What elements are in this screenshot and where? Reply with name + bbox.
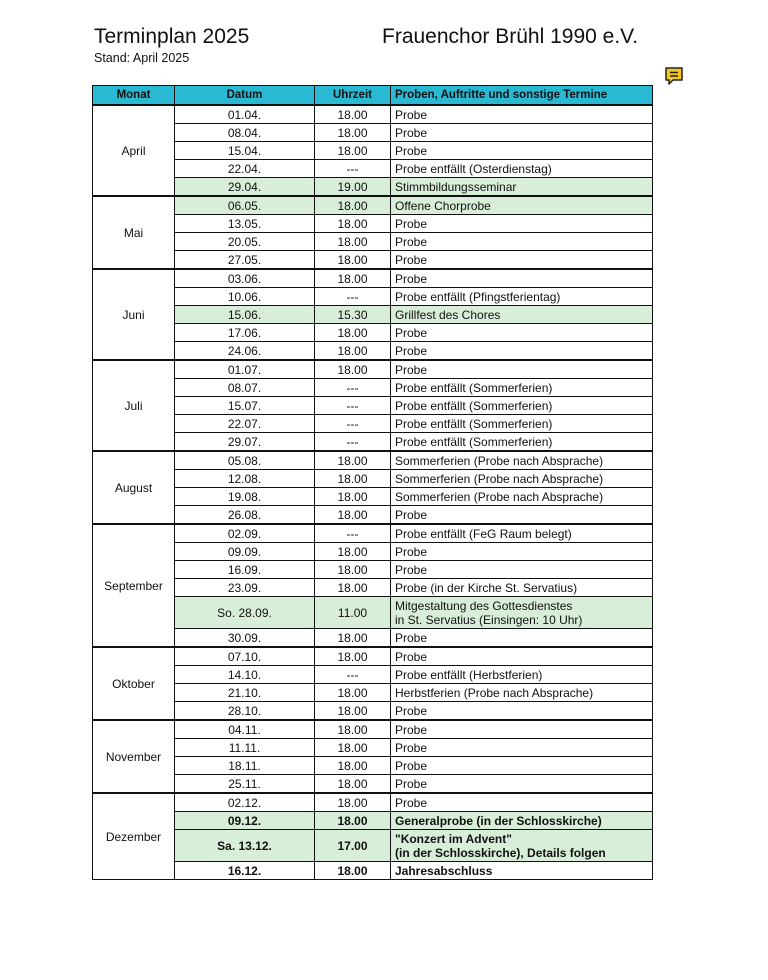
table-row (93, 739, 653, 757)
date-cell: 18.11. (175, 757, 315, 775)
table-row (93, 342, 653, 361)
date-cell: 04.11. (175, 720, 315, 739)
time-cell: --- (315, 666, 391, 684)
event-text: Jahresabschluss (395, 863, 493, 878)
event-cell (391, 178, 653, 197)
month-cell: Dezember (93, 793, 175, 880)
event-cell (391, 524, 653, 543)
stand-date: Stand: April 2025 (94, 51, 190, 65)
time-cell: --- (315, 379, 391, 397)
table-row (93, 215, 653, 233)
table-row (93, 488, 653, 506)
table-row (93, 269, 653, 288)
event-cell (391, 433, 653, 452)
date-cell: 05.08. (175, 451, 315, 470)
table-row (93, 830, 653, 862)
event-cell (391, 251, 653, 270)
event-text: Generalprobe (in der Schlosskirche) (395, 813, 602, 828)
table-row (93, 629, 653, 648)
table-row (93, 579, 653, 597)
event-text: Probe (395, 507, 428, 522)
date-cell: 30.09. (175, 629, 315, 648)
month-cell: April (93, 105, 175, 196)
month-cell: November (93, 720, 175, 793)
event-text: Probe entfällt (Sommerferien) (395, 416, 553, 431)
time-cell: 18.00 (315, 739, 391, 757)
event-text: Probe entfällt (Sommerferien) (395, 434, 553, 449)
date-cell: 20.05. (175, 233, 315, 251)
time-cell: 18.00 (315, 684, 391, 702)
time-cell: 19.00 (315, 178, 391, 197)
date-cell: 15.06. (175, 306, 315, 324)
table-row (93, 470, 653, 488)
date-cell: 22.07. (175, 415, 315, 433)
month-cell: Juni (93, 269, 175, 360)
table-row (93, 775, 653, 794)
table-row (93, 451, 653, 470)
event-cell (391, 757, 653, 775)
date-cell: So. 28.09. (175, 597, 315, 629)
event-cell (391, 342, 653, 361)
event-cell (391, 720, 653, 739)
time-cell: 18.00 (315, 720, 391, 739)
table-row (93, 684, 653, 702)
table-row (93, 251, 653, 270)
event-text: Sommerferien (Probe nach Absprache) (395, 471, 604, 486)
event-text: Probe (395, 271, 428, 286)
event-text: Stimmbildungsseminar (395, 179, 517, 194)
event-text: Probe (395, 758, 428, 773)
event-cell (391, 105, 653, 124)
event-text: Probe entfällt (Sommerferien) (395, 380, 553, 395)
time-cell: 18.00 (315, 775, 391, 794)
event-cell (391, 360, 653, 379)
event-cell (391, 702, 653, 721)
event-cell (391, 629, 653, 648)
organization-name: Frauenchor Brühl 1990 e.V. (382, 25, 639, 48)
event-cell (391, 684, 653, 702)
time-cell: 18.00 (315, 757, 391, 775)
month-cell: September (93, 524, 175, 647)
month-cell: Oktober (93, 647, 175, 720)
event-text: Probe entfällt (Osterdienstag) (395, 161, 552, 176)
event-cell (391, 160, 653, 178)
event-cell (391, 306, 653, 324)
time-cell: 15.30 (315, 306, 391, 324)
time-cell: 18.00 (315, 812, 391, 830)
event-text: Probe (395, 125, 428, 140)
event-text: Probe (395, 630, 428, 645)
table-row (93, 757, 653, 775)
time-cell: 18.00 (315, 793, 391, 812)
event-cell (391, 215, 653, 233)
event-text: Probe (395, 562, 428, 577)
event-text: Probe (395, 740, 428, 755)
time-cell: 17.00 (315, 830, 391, 862)
event-text: Offene Chorprobe (395, 198, 491, 213)
date-cell: 14.10. (175, 666, 315, 684)
date-cell: 11.11. (175, 739, 315, 757)
event-cell (391, 124, 653, 142)
event-text: Probe (395, 143, 428, 158)
time-cell: 18.00 (315, 269, 391, 288)
event-text: Probe (395, 544, 428, 559)
event-text: "Konzert im Advent" (395, 831, 512, 846)
event-cell (391, 543, 653, 561)
date-cell: 19.08. (175, 488, 315, 506)
table-row (93, 306, 653, 324)
event-text: Probe (395, 325, 428, 340)
event-text: Probe (395, 703, 428, 718)
event-text: Probe (in der Kirche St. Servatius) (395, 580, 578, 595)
time-cell: 18.00 (315, 324, 391, 342)
date-cell: 22.04. (175, 160, 315, 178)
time-cell: 11.00 (315, 597, 391, 629)
time-cell: 18.00 (315, 233, 391, 251)
time-cell: 18.00 (315, 702, 391, 721)
table-row (93, 397, 653, 415)
time-cell: 18.00 (315, 251, 391, 270)
date-cell: 16.12. (175, 862, 315, 880)
date-cell: 08.04. (175, 124, 315, 142)
event-cell (391, 597, 653, 629)
date-cell: 29.07. (175, 433, 315, 452)
time-cell: 18.00 (315, 506, 391, 525)
event-text: Probe entfällt (Sommerferien) (395, 398, 553, 413)
date-cell: 27.05. (175, 251, 315, 270)
table-row (93, 324, 653, 342)
time-cell: --- (315, 397, 391, 415)
time-cell: --- (315, 433, 391, 452)
event-text: Probe (395, 776, 428, 791)
date-cell: 07.10. (175, 647, 315, 666)
event-text: Probe entfällt (Pfingstferientag) (395, 289, 561, 304)
date-cell: 26.08. (175, 506, 315, 525)
event-cell (391, 397, 653, 415)
event-text: Probe entfällt (FeG Raum belegt) (395, 526, 572, 541)
table-row (93, 415, 653, 433)
month-cell: Mai (93, 196, 175, 269)
date-cell: 08.07. (175, 379, 315, 397)
header-monat: Monat (93, 86, 175, 106)
event-text: Probe entfällt (Herbstferien) (395, 667, 543, 682)
event-cell (391, 470, 653, 488)
event-cell (391, 739, 653, 757)
time-cell: 18.00 (315, 451, 391, 470)
month-cell: August (93, 451, 175, 524)
date-cell: 15.04. (175, 142, 315, 160)
time-cell: 18.00 (315, 561, 391, 579)
event-cell (391, 269, 653, 288)
table-row (93, 702, 653, 721)
time-cell: 18.00 (315, 342, 391, 361)
time-cell: 18.00 (315, 360, 391, 379)
table-row (93, 862, 653, 880)
header-datum: Datum (175, 86, 315, 106)
event-cell (391, 647, 653, 666)
date-cell: 09.09. (175, 543, 315, 561)
event-cell (391, 506, 653, 525)
event-text: Sommerferien (Probe nach Absprache) (395, 489, 604, 504)
event-text: Probe (395, 107, 428, 122)
time-cell: 18.00 (315, 215, 391, 233)
table-row (93, 524, 653, 543)
event-text: Probe (395, 722, 428, 737)
header-termine: Proben, Auftritte und sonstige Termine (391, 86, 653, 106)
event-cell (391, 775, 653, 794)
table-row (93, 543, 653, 561)
table-row (93, 433, 653, 452)
event-cell (391, 415, 653, 433)
date-cell: 01.04. (175, 105, 315, 124)
table-row (93, 647, 653, 666)
comment-icon[interactable] (664, 66, 684, 86)
date-cell: 24.06. (175, 342, 315, 361)
date-cell: 21.10. (175, 684, 315, 702)
time-cell: 18.00 (315, 124, 391, 142)
time-cell: --- (315, 160, 391, 178)
table-row (93, 506, 653, 525)
event-text: Probe (395, 234, 428, 249)
table-row (93, 105, 653, 124)
table-row (93, 142, 653, 160)
time-cell: 18.00 (315, 196, 391, 215)
event-text: Probe (395, 216, 428, 231)
time-cell: 18.00 (315, 543, 391, 561)
page-title: Terminplan 2025 (94, 25, 250, 48)
table-row (93, 124, 653, 142)
date-cell: 09.12. (175, 812, 315, 830)
table-row (93, 720, 653, 739)
date-cell: 29.04. (175, 178, 315, 197)
event-text: Grillfest des Chores (395, 307, 501, 322)
event-cell (391, 579, 653, 597)
event-cell (391, 142, 653, 160)
time-cell: 18.00 (315, 470, 391, 488)
date-cell: 28.10. (175, 702, 315, 721)
table-row (93, 793, 653, 812)
event-cell (391, 793, 653, 812)
event-cell (391, 324, 653, 342)
event-cell (391, 196, 653, 215)
date-cell: 25.11. (175, 775, 315, 794)
time-cell: 18.00 (315, 142, 391, 160)
event-cell (391, 488, 653, 506)
event-text: Probe (395, 795, 428, 810)
event-cell (391, 830, 653, 862)
table-row (93, 666, 653, 684)
event-cell (391, 862, 653, 880)
table-row (93, 196, 653, 215)
date-cell: 16.09. (175, 561, 315, 579)
date-cell: 10.06. (175, 288, 315, 306)
time-cell: 18.00 (315, 488, 391, 506)
schedule-table (92, 85, 653, 880)
event-cell (391, 812, 653, 830)
table-header-row (93, 86, 653, 106)
event-cell (391, 233, 653, 251)
time-cell: 18.00 (315, 629, 391, 648)
time-cell: 18.00 (315, 862, 391, 880)
table-row (93, 379, 653, 397)
table-row (93, 360, 653, 379)
month-cell: Juli (93, 360, 175, 451)
table-row (93, 178, 653, 197)
time-cell: 18.00 (315, 579, 391, 597)
event-text-line2: in St. Servatius (Einsingen: 10 Uhr) (395, 612, 583, 627)
table-row (93, 561, 653, 579)
table-row (93, 160, 653, 178)
event-text: Sommerferien (Probe nach Absprache) (395, 453, 604, 468)
date-cell: 01.07. (175, 360, 315, 379)
time-cell: --- (315, 288, 391, 306)
date-cell: 12.08. (175, 470, 315, 488)
time-cell: --- (315, 524, 391, 543)
event-text-line2: (in der Schlosskirche), Details folgen (395, 845, 606, 860)
table-row (93, 812, 653, 830)
date-cell: 06.05. (175, 196, 315, 215)
table-row (93, 288, 653, 306)
event-text: Mitgestaltung des Gottesdienstes (395, 598, 573, 613)
table-row (93, 233, 653, 251)
table-row (93, 597, 653, 629)
date-cell: 15.07. (175, 397, 315, 415)
date-cell: 02.12. (175, 793, 315, 812)
time-cell: 18.00 (315, 105, 391, 124)
date-cell: 03.06. (175, 269, 315, 288)
time-cell: --- (315, 415, 391, 433)
event-text: Probe (395, 343, 428, 358)
event-text: Probe (395, 252, 428, 267)
date-cell: 02.09. (175, 524, 315, 543)
event-cell (391, 561, 653, 579)
date-cell: Sa. 13.12. (175, 830, 315, 862)
event-cell (391, 666, 653, 684)
date-cell: 13.05. (175, 215, 315, 233)
event-cell (391, 451, 653, 470)
time-cell: 18.00 (315, 647, 391, 666)
header-uhrzeit: Uhrzeit (315, 86, 391, 106)
event-cell (391, 379, 653, 397)
schedule-body (93, 105, 653, 880)
date-cell: 23.09. (175, 579, 315, 597)
event-cell (391, 288, 653, 306)
date-cell: 17.06. (175, 324, 315, 342)
event-text: Herbstferien (Probe nach Absprache) (395, 685, 594, 700)
event-text: Probe (395, 362, 428, 377)
event-text: Probe (395, 649, 428, 664)
